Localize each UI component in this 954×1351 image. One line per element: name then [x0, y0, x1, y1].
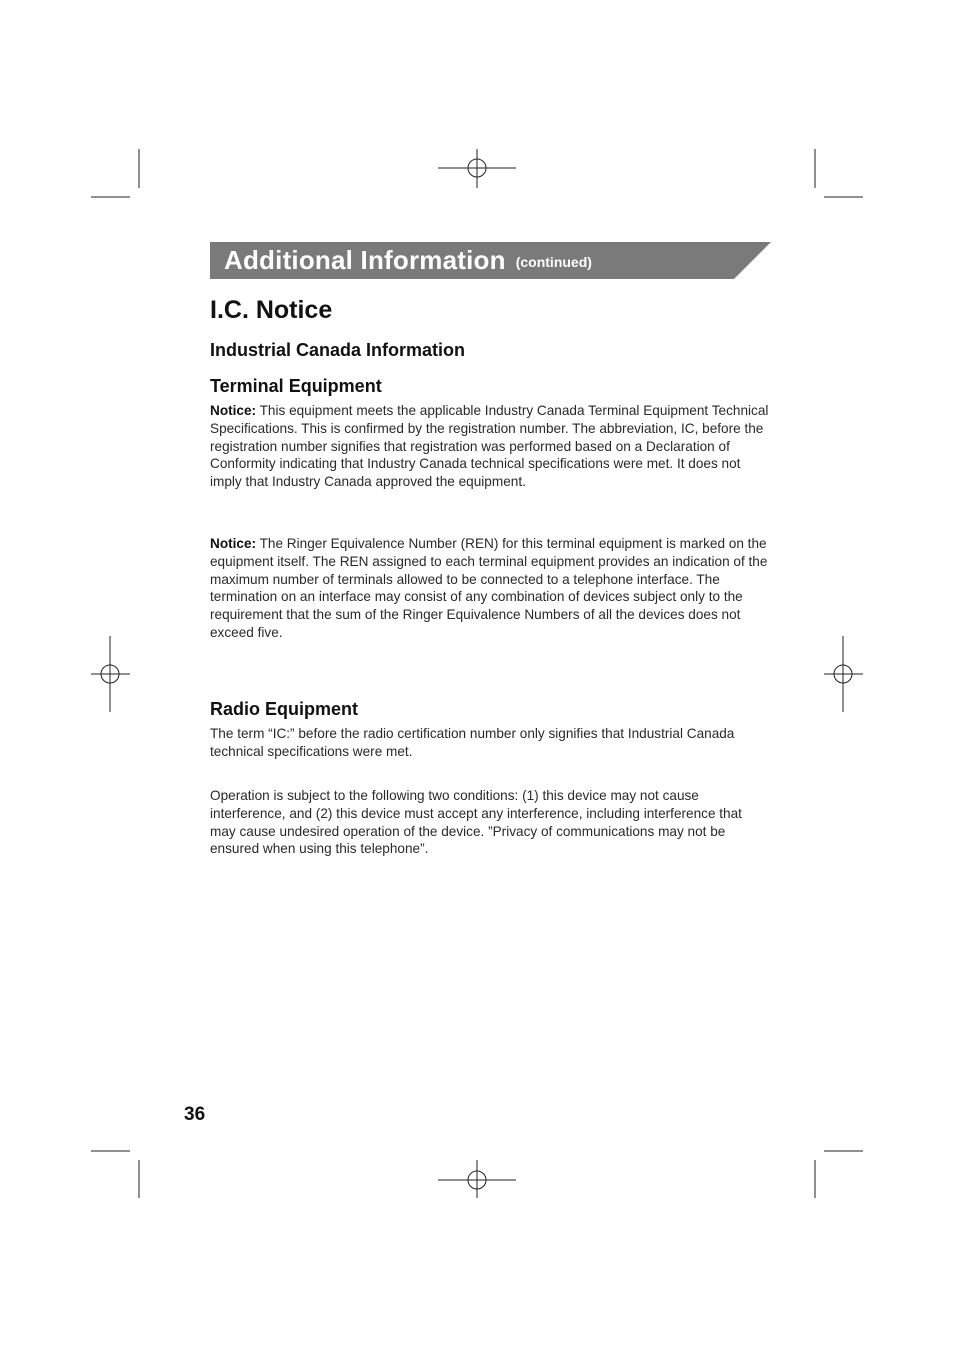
- page-number: 36: [184, 1104, 206, 1125]
- notice-text: The Ringer Equivalence Number (REN) for this terminal equipment is marked on the equipment itself. The REN assigned to each terminal equipment provides an indication of the maximum number of terminals allowed to be connected to a telephone interface. The termination on an interface may consist of any combination of devices subject only to the requirement that the sum of the Ringer Equivalence Numbers of all the devices does not exceed five.: [210, 536, 768, 640]
- notice-text: This equipment meets the applicable Industry Canada Terminal Equipment Technical Specifications. This is confirmed by the registration number. The abbreviation, IC, before the registration number signifies that registration was performed based on a Declaration of Conformity indicating that Industry Canada technical specifications were met. It does not imply that Industry Canada approved the equipment.: [210, 403, 769, 490]
- notice-label: Notice:: [210, 403, 257, 418]
- terminal-notice-2: [210, 535, 770, 642]
- notice-label: Notice:: [210, 536, 257, 551]
- banner-subtitle: (continued): [515, 253, 592, 270]
- industrial-canada-heading: Industrial Canada Information: [210, 340, 466, 360]
- radio-paragraph-2: Operation is subject to the following two conditions: (1) this device may not cause interference, and (2) this device must accept any interference, including interference that may cause undesired operation of the device. ”Privacy of communications may not be ensured when using this telephone”.: [210, 788, 742, 857]
- terminal-equipment-heading: Terminal Equipment: [210, 376, 382, 396]
- section-banner: [210, 242, 771, 279]
- radio-paragraph-1: The term “IC:” before the radio certification number only signifies that Industrial Canada technical specifications were met.: [210, 726, 735, 759]
- banner-text: [224, 242, 592, 279]
- radio-equipment-heading: Radio Equipment: [210, 699, 358, 719]
- terminal-notice-1: [210, 402, 770, 491]
- page-title: I.C. Notice: [210, 296, 333, 324]
- banner-title: Additional Information: [224, 245, 506, 275]
